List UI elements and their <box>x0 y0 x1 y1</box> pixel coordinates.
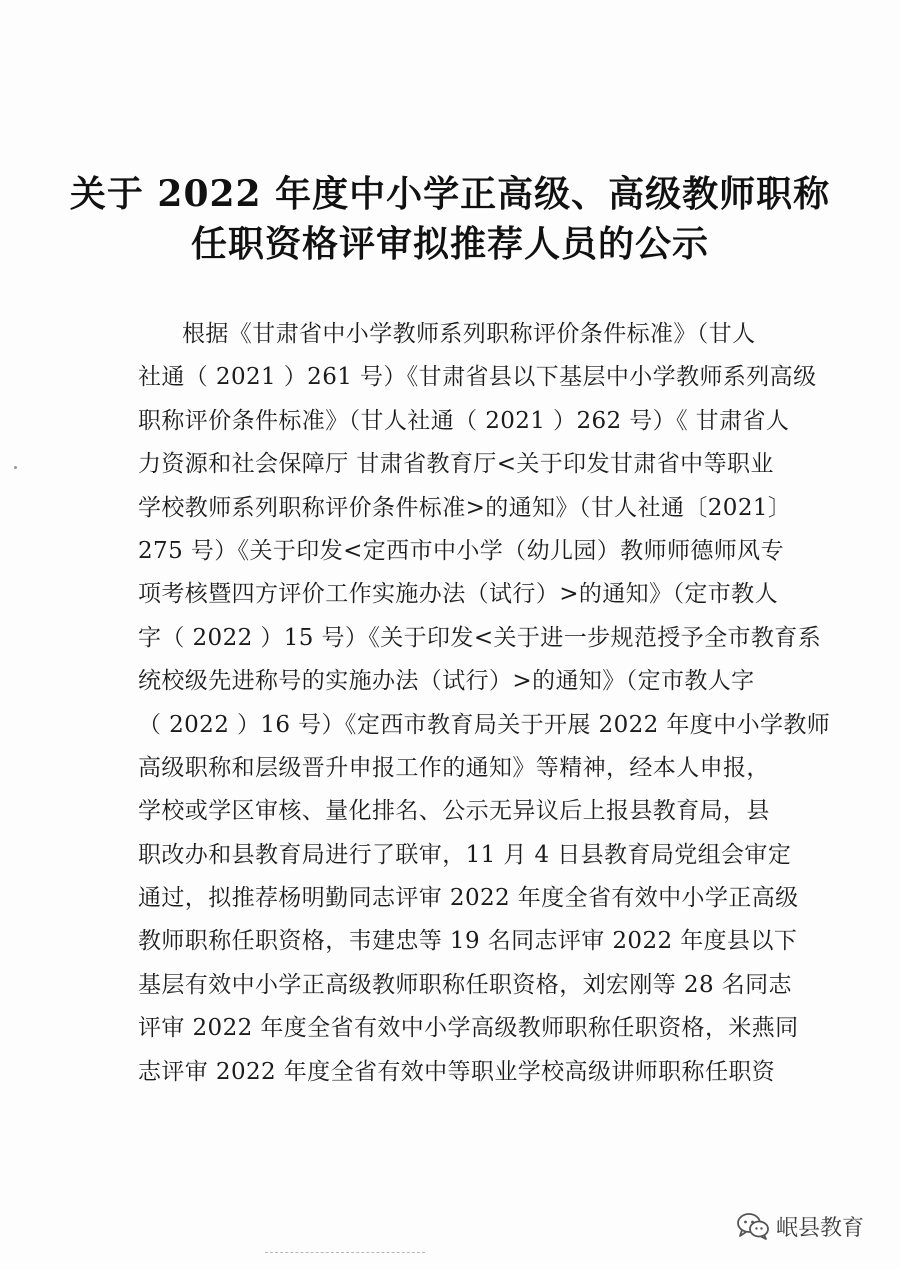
document-body <box>138 313 831 1094</box>
body-line: 评审 2022 年度全省有效中小学高级教师职称任职资格，米燕同 <box>138 1015 799 1042</box>
body-line: 高级职称和层级晋升申报工作的通知》等精神，经本人申报， <box>138 754 770 781</box>
body-line: 统校级先进称号的实施办法（试行）>的通知》（定市教人字 <box>138 668 755 695</box>
body-line: 职改办和县教育局进行了联审，11 月 4 日县教育局党组会审定 <box>138 841 792 868</box>
body-line: 学校或学区审核、量化排名、公示无异议后上报县教育局，县 <box>138 798 770 825</box>
scan-artifact <box>265 1252 425 1255</box>
document-title-line-2: 任职资格评审拟推荐人员的公示 <box>190 223 709 265</box>
body-line: 275 号）《关于印发<定西市中小学（幼儿园）教师师德师风专 <box>138 537 784 564</box>
body-line: 字（ 2022 ）15 号）《关于印发<关于进一步规范授予全市教育系 <box>138 624 822 651</box>
account-watermark <box>736 1206 864 1246</box>
body-line: （ 2022 ）16 号）《定西市教育局关于开展 2022 年度中小学教师 <box>138 711 831 738</box>
body-line: 通过，拟推荐杨明勤同志评审 2022 年度全省有效中小学正高级 <box>138 885 799 912</box>
document-title-line-1: 关于 2022 年度中小学正高级、高级教师职称 <box>69 173 831 215</box>
body-line: 学校教师系列职称评价条件标准>的通知》（甘人社通〔2021〕 <box>138 494 792 521</box>
wechat-icon <box>736 1211 770 1241</box>
body-line: 项考核暨四方评价工作实施办法（试行）>的通知》（定市教人 <box>138 581 778 608</box>
body-line: 力资源和社会保障厅 甘肃省教育厅<关于印发甘肃省中等职业 <box>138 451 774 478</box>
body-line: 志评审 2022 年度全省有效中等职业学校高级讲师职称任职资 <box>138 1058 776 1085</box>
body-line: 教师职称任职资格，韦建忠等 19 名同志评审 2022 年度县以下 <box>138 928 798 955</box>
watermark-text: 岷县教育 <box>775 1215 864 1241</box>
body-line: 职称评价条件标准》（甘人社通（ 2021 ）262 号）《 甘肃省人 <box>138 407 790 434</box>
scan-speck <box>14 466 17 469</box>
body-line: 基层有效中小学正高级教师职称任职资格，刘宏刚等 28 名同志 <box>138 971 792 998</box>
body-line: 根据《甘肃省中小学教师系列职称评价条件标准》（甘人 <box>182 321 756 347</box>
body-line: 社通（ 2021 ）261 号）《甘肃省县以下基层中小学教师系列高级 <box>138 364 817 391</box>
